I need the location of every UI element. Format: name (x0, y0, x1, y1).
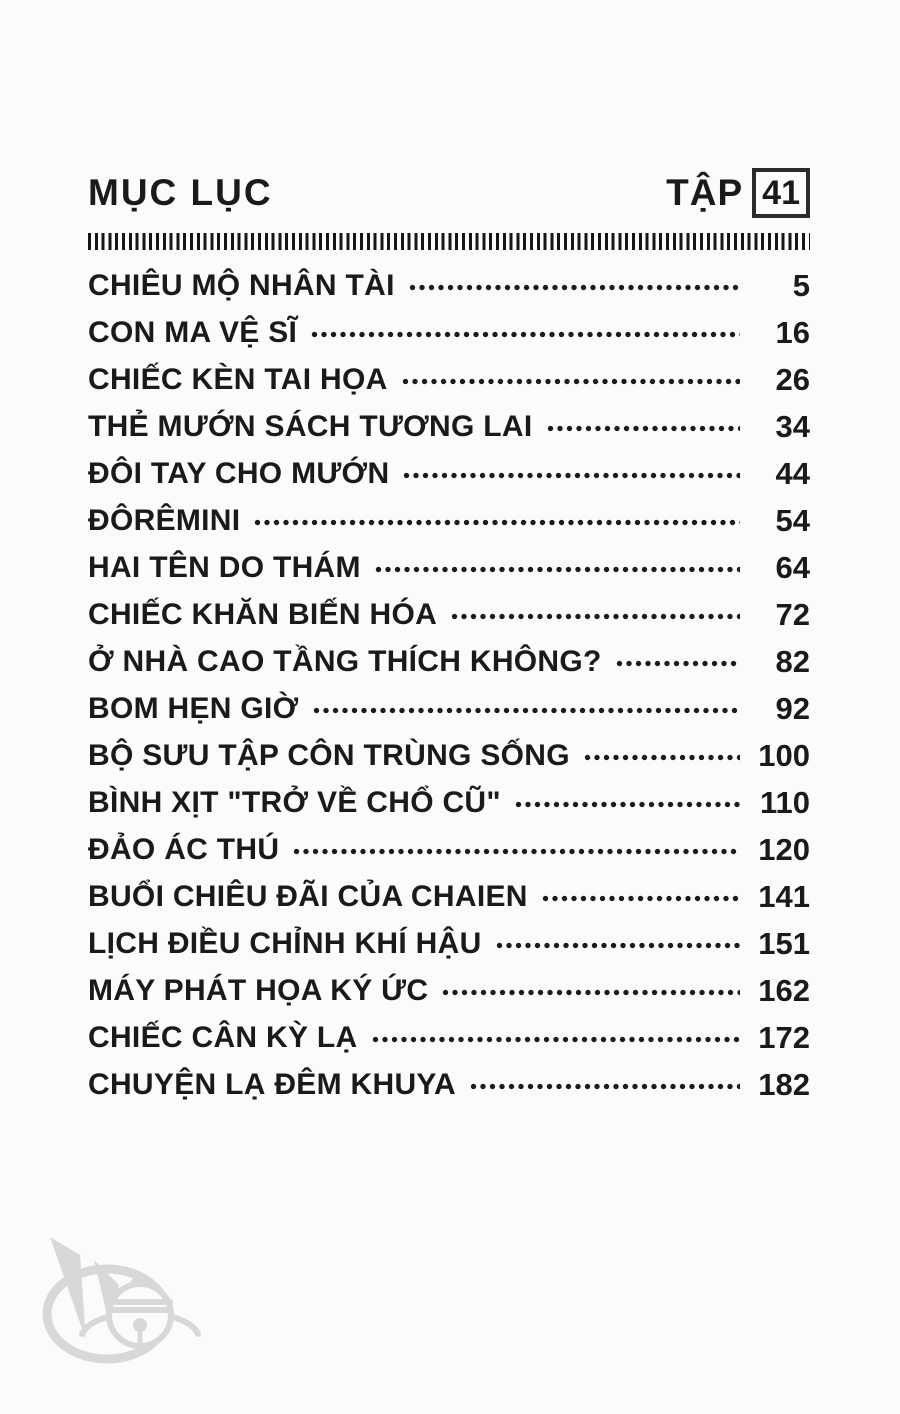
chapter-title: ĐÔI TAY CHO MƯỚN (88, 456, 390, 490)
chapter-title: CHIẾC KÈN TAI HỌA (88, 362, 388, 396)
chapter-page-number: 26 (775, 361, 810, 397)
dot-leader (547, 425, 740, 432)
table-row (88, 685, 810, 732)
chapter-page-number: 64 (775, 549, 810, 585)
dot-leader (442, 989, 740, 996)
dot-leader (584, 754, 740, 761)
table-row (88, 356, 810, 403)
chapter-title: THẺ MƯỚN SÁCH TƯƠNG LAI (88, 409, 533, 443)
dot-leader (402, 378, 740, 385)
table-row (88, 309, 810, 356)
volume-number-box: 41 (752, 168, 810, 218)
table-row (88, 262, 810, 309)
dot-leader (375, 566, 740, 573)
dot-leader (293, 848, 740, 855)
chapter-page-number: 110 (759, 784, 810, 820)
table-row (88, 450, 810, 497)
table-row (88, 873, 810, 920)
dot-leader (515, 801, 740, 808)
chapter-page-number: 100 (758, 737, 810, 773)
dot-leader (616, 660, 740, 667)
chapter-page-number: 72 (775, 596, 810, 632)
table-row (88, 638, 810, 685)
table-row (88, 1014, 810, 1061)
chapter-page-number: 16 (775, 314, 810, 350)
dot-leader (313, 707, 740, 714)
chapter-title: BOM HẸN GIỜ (88, 691, 299, 725)
dot-leader (542, 895, 740, 902)
dot-leader (409, 284, 740, 291)
chapter-page-number: 172 (758, 1019, 810, 1055)
dot-leader (470, 1083, 740, 1090)
chapter-page-number: 34 (775, 408, 810, 444)
chapter-page-number: 182 (758, 1066, 810, 1102)
table-row (88, 591, 810, 638)
chapter-title: CHIÊU MỘ NHÂN TÀI (88, 268, 395, 302)
chapter-page-number: 92 (775, 690, 810, 726)
dot-leader (254, 519, 740, 526)
table-row (88, 403, 810, 450)
table-row (88, 732, 810, 779)
chapter-title: BÌNH XỊT "TRỞ VỀ CHỔ CŨ" (88, 785, 501, 819)
chapter-title: CHIẾC CÂN KỲ LẠ (88, 1020, 358, 1054)
chapter-page-number: 44 (775, 455, 810, 491)
table-row (88, 967, 810, 1014)
chapter-title: CON MA VỆ SĨ (88, 315, 298, 349)
dot-leader (311, 331, 740, 338)
chapter-page-number: 162 (758, 972, 810, 1008)
table-row (88, 920, 810, 967)
page-title: MỤC LỤC (88, 172, 273, 213)
toc-list (88, 262, 810, 1108)
page-header (88, 168, 810, 218)
page-content (88, 168, 810, 1108)
table-row (88, 497, 810, 544)
table-row (88, 779, 810, 826)
chapter-title: LỊCH ĐIỀU CHỈNH KHÍ HẬU (88, 926, 482, 960)
dot-leader (372, 1036, 740, 1043)
chapter-page-number: 141 (758, 878, 810, 914)
chapter-title: BUỔI CHIÊU ĐÃI CỦA CHAIEN (88, 879, 528, 913)
chapter-page-number: 5 (792, 267, 810, 303)
chapter-title: ĐẢO ÁC THÚ (88, 832, 280, 866)
chapter-title: CHUYỆN LẠ ĐÊM KHUYA (88, 1067, 456, 1101)
volume-indicator (666, 168, 810, 218)
volume-label: TẬP (666, 172, 744, 213)
dot-leader (496, 942, 740, 949)
table-row (88, 544, 810, 591)
chapter-title: ĐÔRÊMINI (88, 503, 241, 537)
table-row (88, 1061, 810, 1108)
chapter-title: Ở NHÀ CAO TẦNG THÍCH KHÔNG? (88, 644, 602, 678)
publisher-bell-cat-logo-icon (30, 1222, 225, 1377)
chapter-page-number: 54 (775, 502, 810, 538)
chapter-page-number: 151 (758, 925, 810, 961)
dot-leader (403, 472, 740, 479)
chapter-page-number: 82 (775, 643, 810, 679)
table-row (88, 826, 810, 873)
vertical-bars-divider (88, 233, 810, 250)
dot-leader (451, 613, 740, 620)
chapter-title: CHIẾC KHĂN BIẾN HÓA (88, 597, 438, 631)
chapter-page-number: 120 (758, 831, 810, 867)
chapter-title: BỘ SƯU TẬP CÔN TRÙNG SỐNG (88, 738, 570, 772)
chapter-title: HAI TÊN DO THÁM (88, 550, 361, 584)
chapter-title: MÁY PHÁT HỌA KÝ ỨC (88, 973, 429, 1007)
